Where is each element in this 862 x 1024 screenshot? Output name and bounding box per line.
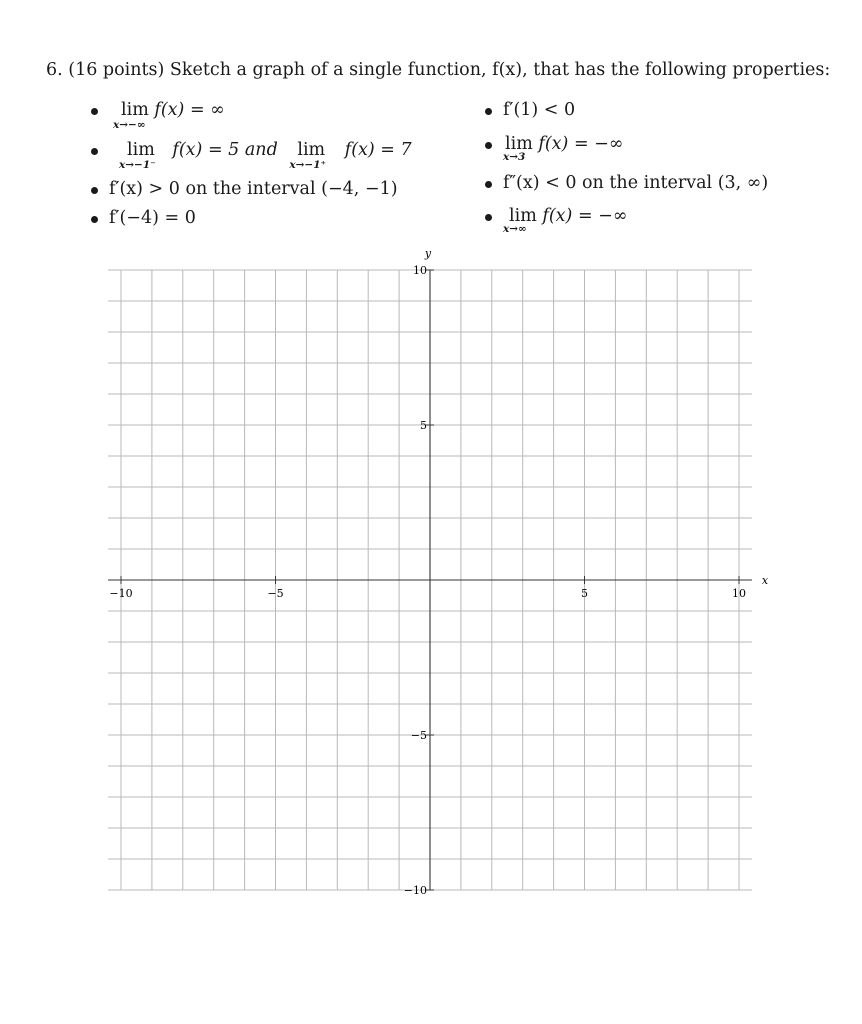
lim-label: lim [505, 134, 533, 154]
question-title: 6. (16 points) Sketch a graph of a single function, f(x), that has the following properties: [46, 60, 831, 80]
x-axis-label: x [761, 574, 769, 587]
lim-label: lim [297, 140, 326, 160]
x-tick-label: 10 [732, 587, 746, 600]
limit-expression: f(x) = ∞ [154, 100, 225, 120]
lim-subscript: x→−∞ [113, 119, 146, 131]
lim-subscript: x→∞ [503, 223, 527, 235]
limit-expression: f(x) = 5 and [172, 140, 278, 160]
y-tick-label: 10 [413, 264, 427, 277]
lim-label: lim [509, 206, 537, 226]
x-tick-label: −5 [267, 587, 284, 600]
y-tick-label: 5 [420, 419, 427, 432]
property-left-3: f′(x) > 0 on the interval (−4, −1) [109, 179, 398, 199]
y-tick-label: −5 [410, 729, 427, 742]
limit-expression: f(x) = −∞ [542, 206, 628, 226]
property-left-4: f′(−4) = 0 [109, 208, 196, 228]
lim-subscript: x→−1⁻ [119, 159, 156, 171]
limit-expression: f(x) = 7 [344, 140, 412, 160]
limit-expression: f(x) = −∞ [538, 134, 624, 154]
lim-label: lim [121, 100, 149, 120]
property-right-3: f″(x) < 0 on the interval (3, ∞) [503, 173, 769, 193]
y-tick-label: −10 [403, 884, 427, 897]
lim-label: lim [127, 140, 155, 160]
lim-subscript: x→3 [503, 151, 526, 163]
lim-subscript: x→−1⁺ [289, 159, 327, 171]
y-axis-label: y [424, 247, 432, 260]
property-right-1: f′(1) < 0 [503, 100, 576, 120]
x-tick-label: −10 [109, 587, 133, 600]
x-tick-label: 5 [581, 587, 588, 600]
